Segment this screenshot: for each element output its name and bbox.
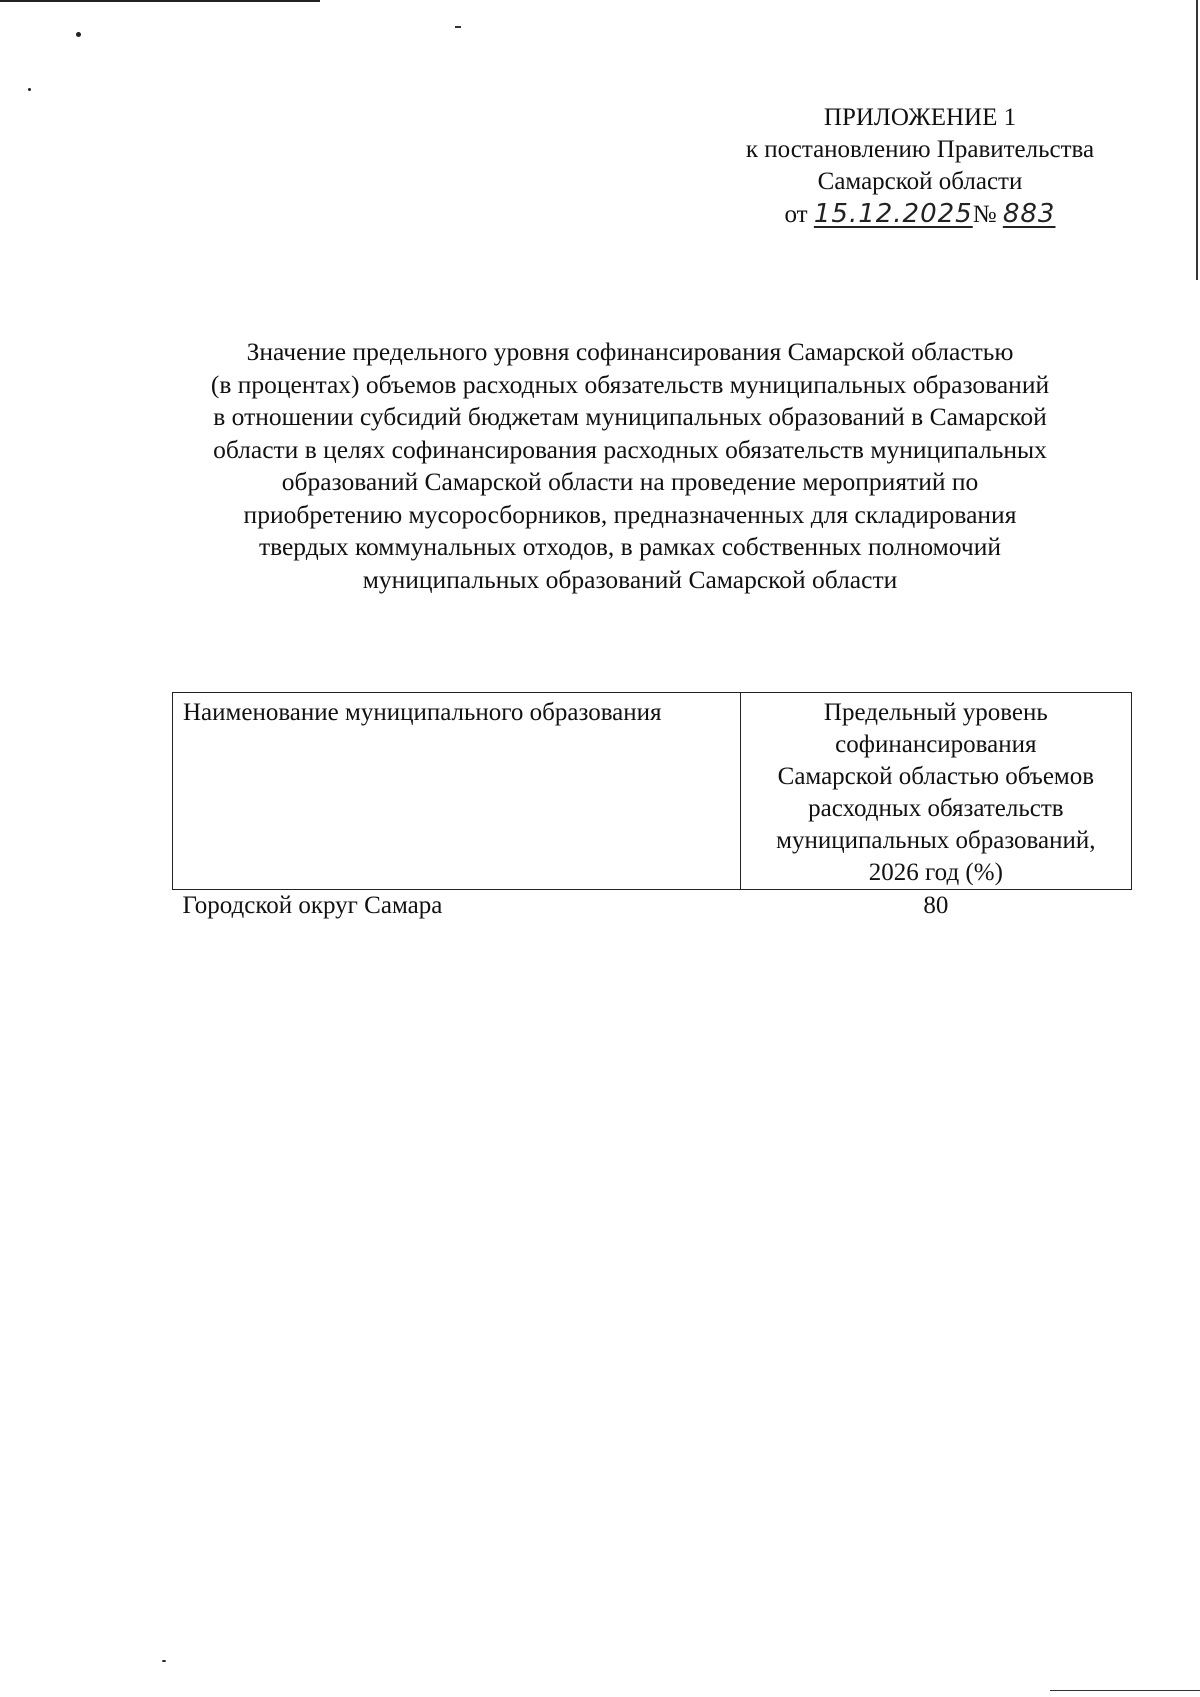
scan-artifact-top-edge: [0, 0, 320, 2]
column-header-cofinancing-level: [740, 693, 1131, 890]
scan-artifact-dash: [1050, 1690, 1200, 1691]
scan-artifact-right-edge: [1196, 0, 1198, 280]
column-header-line: 2026 год (%): [868, 859, 1003, 886]
column-header-line: муниципальных образований,: [776, 827, 1096, 854]
title-line: Значение предельного уровня софинансирования Самарской областью: [246, 337, 1014, 366]
cofinancing-table-wrapper: [172, 692, 1132, 922]
title-line: области в целях софинансирования расходных обязательств муниципальных: [213, 434, 1047, 464]
title-line: приобретению мусоросборников, предназначенных для складирования: [243, 499, 1017, 529]
appendix-date-line: [700, 198, 1140, 231]
scan-artifact-dot: [28, 88, 31, 91]
municipality-name-cell: Городской округ Самара: [182, 892, 443, 919]
column-header-line: Предельный уровень: [823, 699, 1048, 726]
title-line: муниципальных образований Самарской области: [362, 564, 898, 594]
handwritten-number: 883: [1002, 199, 1056, 229]
cofinancing-table: [172, 692, 1132, 922]
cofinancing-value-cell: 80: [923, 892, 949, 919]
appendix-resolution-line: к постановлению Правительства: [745, 136, 1095, 163]
handwritten-date: 15.12.2025: [813, 199, 973, 229]
title-line: (в процентах) объемов расходных обязательств муниципальных образований: [210, 369, 1050, 399]
table-header-row: [173, 693, 1132, 890]
date-prefix: от: [784, 201, 808, 228]
appendix-title: ПРИЛОЖЕНИЕ 1: [823, 104, 1017, 131]
scan-artifact-dot: [76, 32, 81, 37]
document-title: [150, 336, 1110, 596]
column-header-line: софинансирования: [835, 731, 1037, 758]
scan-artifact-dot: [162, 1660, 166, 1662]
column-header-municipality: Наименование муниципального образования: [173, 693, 741, 890]
column-header-line: расходных обязательств: [808, 795, 1064, 822]
title-line: твердых коммунальных отходов, в рамках собственных полномочий: [258, 532, 1002, 561]
title-line: образований Самарской области на проведение мероприятий по: [281, 467, 979, 496]
appendix-region-line: Самарской области: [817, 168, 1023, 195]
approval-block: [700, 102, 1140, 231]
scan-artifact-dash: [455, 26, 461, 28]
number-sign: №: [972, 201, 997, 228]
column-header-line: Самарской областью объемов: [777, 763, 1095, 790]
table-row: [173, 890, 1132, 923]
title-line: в отношении субсидий бюджетам муниципальных образований в Самарской: [213, 402, 1047, 431]
